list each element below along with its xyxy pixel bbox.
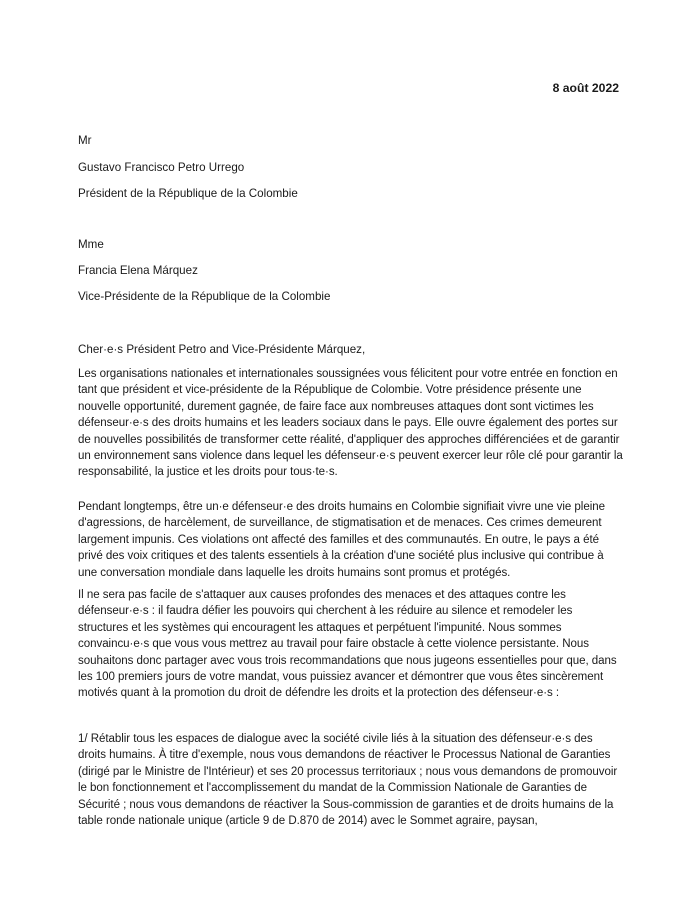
recipient1-name: Gustavo Francisco Petro Urrego [78,161,245,174]
recipient1-title: Mr [78,134,92,147]
recipient2-name: Francia Elena Márquez [78,264,198,277]
paragraph-recommendation-1: 1/ Rétablir tous les espaces de dialogue avec la société civile liés à la situation des défenseur·e·s des droits humains. À titre d'exemple, nous vous demandons de réactiver le Processus National de Garanties (dirigé par le Ministre de l'Intérieur) et ses 20 processus territoriaux ; nous vous demandons de promouvoir le bon fonctionnement et l'accomplissement du mandat de la Commission Nationale de Garanties de Sécurité ; nous vous demandons de réactiver la Sous-commission de garanties et de droits humains de la table ronde nationale unique (article 9 de D.870 de 2014) avec le Sommet agraire, paysan, [78,733,618,828]
letter-date: 8 août 2022 [552,81,619,95]
paragraph-context: Pendant longtemps, être un·e défenseur·e des droits humains en Colombie signifiait vivre une vie pleine d'agressions, de harcèlement, de surveillance, de stigmatisation et de menaces. Ces crimes demeurent largement impunis. Ces violations ont affecté des familles et des communautés. En outre, le pays a été privé des voix critiques et des talents essentiels à la création d'une société plus inclusive qui contribue à une conversation mondiale dans laquelle les droits humains sont promus et protégés. [78,501,605,579]
recipient2-title: Mme [78,238,104,251]
paragraph-intro: Les organisations nationales et internationales soussignées vous félicitent pour votre entrée en fonction en tant que président et vice-présidente de la République de Colombie. Votre présidence présente une nouvelle opportunité, durement gagnée, de faire face aux nombreuses attaques dont sont victimes les défenseur·e·s des droits humains et les leaders sociaux dans le pays. Elle ouvre également des portes sur de nouvelles possibilités de transformer cette réalité, d'appliquer des approches différenciées et de garantir un environnement sans violence dans lequel les défenseur·e·s peuvent exercer leur rôle clé pour garantir la responsabilité, la justice et les droits pour tous·te·s. [78,368,623,479]
paragraph-recommendations-intro: Il ne sera pas facile de s'attaquer aux causes profondes des menaces et des attaques contre les défenseur·e·s : il faudra défier les pouvoirs qui cherchent à les réduire au silence et remodeler les structures et les systèmes qui encouragent les attaques et perpétuent l'impunité. Nous sommes convaincu·e·s que vous vous mettrez au travail pour faire obstacle à cette violence persistante. Nous souhaitons donc partager avec vous trois recommandations que nous jugeons essentielles pour que, dans les 100 premiers jours de votre mandat, vous puissiez avancer et démontrer que vous êtes sincèrement motivés quant à la promotion du droit de défendre les droits et la protection des défenseur·e·s : [78,589,617,700]
recipient2-role: Vice-Présidente de la République de la Colombie [78,290,331,303]
recipient1-role: Président de la République de la Colombie [78,187,298,200]
salutation: Cher·e·s Président Petro and Vice-Présidente Márquez, [78,343,366,356]
